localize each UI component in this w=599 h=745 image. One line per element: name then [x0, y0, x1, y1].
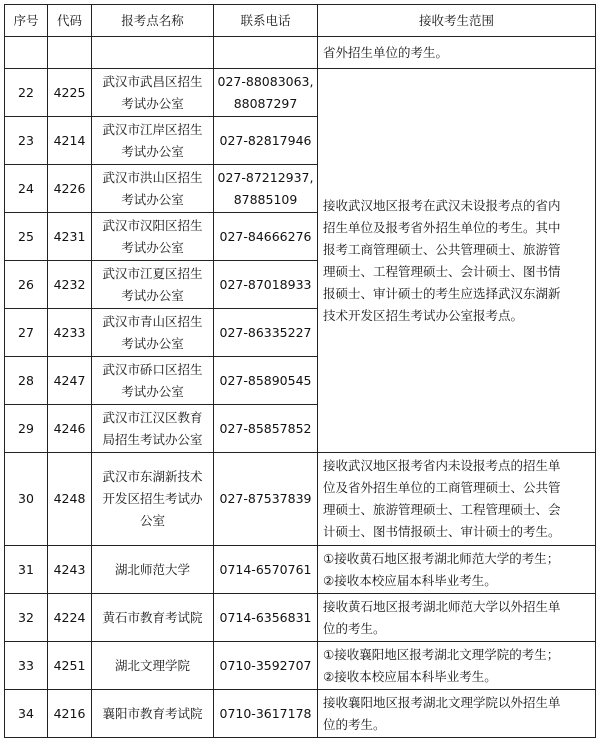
site-code: 4225	[48, 69, 92, 117]
table-row	[5, 642, 596, 690]
table-row	[5, 69, 596, 117]
site-name: 武汉市硚口区招生 考试办公室	[92, 357, 214, 405]
table-row	[5, 690, 596, 738]
row-number: 28	[5, 357, 48, 405]
site-code: 4246	[48, 405, 92, 453]
site-phone: 027-88083063, 88087297	[214, 69, 318, 117]
site-code: 4231	[48, 213, 92, 261]
header-phone: 联系电话	[214, 5, 318, 37]
scope-cell: 省外招生单位的考生。	[318, 37, 596, 69]
site-phone: 0714-6356831	[214, 594, 318, 642]
table-row	[5, 453, 596, 546]
row-number: 31	[5, 546, 48, 594]
row-number: 22	[5, 69, 48, 117]
site-name: 黄石市教育考试院	[92, 594, 214, 642]
site-phone: 027-87537839	[214, 453, 318, 546]
site-name: 武汉市东湖新技术 开发区招生考试办 公室	[92, 453, 214, 546]
row-number: 26	[5, 261, 48, 309]
site-phone: 027-85890545	[214, 357, 318, 405]
site-code: 4247	[48, 357, 92, 405]
exam-site-table	[4, 4, 596, 738]
site-phone: 027-86335227	[214, 309, 318, 357]
site-code: 4248	[48, 453, 92, 546]
site-name: 武汉市江岸区招生 考试办公室	[92, 117, 214, 165]
row-number: 30	[5, 453, 48, 546]
site-name: 武汉市武昌区招生 考试办公室	[92, 69, 214, 117]
scope-cell: ①接收襄阳地区报考湖北文理学院的考生； ②接收本校应届本科毕业考生。	[318, 642, 596, 690]
header-row	[5, 5, 596, 37]
site-code: 4251	[48, 642, 92, 690]
row-number: 23	[5, 117, 48, 165]
row-number: 29	[5, 405, 48, 453]
site-name: 湖北文理学院	[92, 642, 214, 690]
scope-cell: 接收黄石地区报考湖北师范大学以外招生单 位的考生。	[318, 594, 596, 642]
site-name: 武汉市青山区招生 考试办公室	[92, 309, 214, 357]
scope-cell: 接收武汉地区报考省内未设报考点的招生单 位及省外招生单位的工商管理硕士、公共管 理硕士、旅游管理硕士、工程管理硕士、会 计硕士、图书情报硕士、审计硕士的考生。	[318, 453, 596, 546]
site-phone: 0710-3592707	[214, 642, 318, 690]
table-row	[5, 546, 596, 594]
site-phone: 027-82817946	[214, 117, 318, 165]
site-code: 4232	[48, 261, 92, 309]
site-code: 4216	[48, 690, 92, 738]
site-phone: 0710-3617178	[214, 690, 318, 738]
site-phone: 027-87018933	[214, 261, 318, 309]
site-phone: 027-87212937, 87885109	[214, 165, 318, 213]
header-name: 报考点名称	[92, 5, 214, 37]
scope-cell: 接收襄阳地区报考湖北文理学院以外招生单 位的考生。	[318, 690, 596, 738]
row-number: 33	[5, 642, 48, 690]
site-phone: 0714-6570761	[214, 546, 318, 594]
table-row	[5, 594, 596, 642]
scope-cell: ①接收黄石地区报考湖北师范大学的考生； ②接收本校应届本科毕业考生。	[318, 546, 596, 594]
scope-cell-merged: 接收武汉地区报考在武汉未设报考点的省内 招生单位及报考省外招生单位的考生。其中 报考工商管理硕士、公共管理硕士、旅游管 理硕士、工程管理硕士、会计硕士、图书情 报硕士、审计硕士的考生应选择武汉东湖新 技术开发区招生考试办公室报考点。	[318, 69, 596, 453]
site-name: 襄阳市教育考试院	[92, 690, 214, 738]
site-name: 武汉市洪山区招生 考试办公室	[92, 165, 214, 213]
row-number: 34	[5, 690, 48, 738]
row-number: 24	[5, 165, 48, 213]
site-phone: 027-85857852	[214, 405, 318, 453]
site-name: 武汉市江汉区教育 局招生考试办公室	[92, 405, 214, 453]
row-number: 25	[5, 213, 48, 261]
site-phone: 027-84666276	[214, 213, 318, 261]
header-no: 序号	[5, 5, 48, 37]
site-code: 4224	[48, 594, 92, 642]
header-scope: 接收考生范围	[318, 5, 596, 37]
header-code: 代码	[48, 5, 92, 37]
site-name: 湖北师范大学	[92, 546, 214, 594]
table-row-continuation	[5, 37, 596, 69]
row-number: 32	[5, 594, 48, 642]
site-name: 武汉市汉阳区招生 考试办公室	[92, 213, 214, 261]
site-code: 4226	[48, 165, 92, 213]
site-code: 4243	[48, 546, 92, 594]
site-name: 武汉市江夏区招生 考试办公室	[92, 261, 214, 309]
row-number: 27	[5, 309, 48, 357]
site-code: 4214	[48, 117, 92, 165]
site-code: 4233	[48, 309, 92, 357]
